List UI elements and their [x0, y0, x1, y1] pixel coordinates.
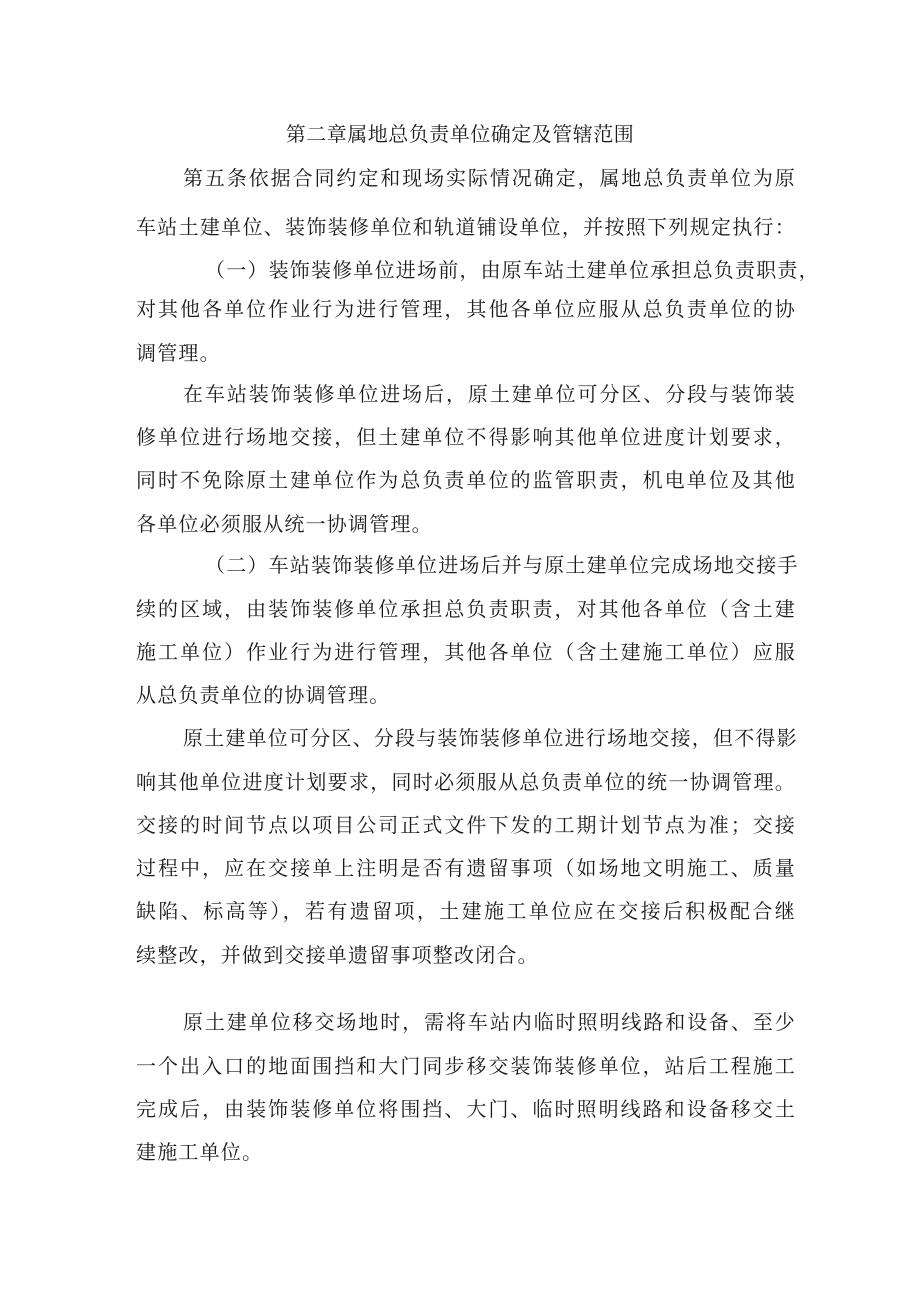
paragraph-line: 响其他单位进度计划要求，同时必须服从总负责单位的统一协调管理。 — [136, 770, 796, 794]
paragraph-line: 完成后，由装饰装修单位将围挡、大门、临时照明线路和设备移交土 — [136, 1097, 796, 1121]
paragraph-line: 续的区域，由装饰装修单位承担总负责职责，对其他各单位（含土建 — [136, 597, 796, 621]
paragraph-line: 从总负责单位的协调管理。 — [136, 683, 391, 707]
paragraph-line: （二）车站装饰装修单位进场后并与原土建单位完成场地交接手 — [205, 553, 799, 577]
paragraph-line: 一个出入口的地面围挡和大门同步移交装饰装修单位，站后工程施工 — [136, 1054, 796, 1078]
paragraph-line: 建施工单位。 — [136, 1140, 264, 1164]
chapter-title: 第二章属地总负责单位确定及管辖范围 — [285, 122, 635, 146]
paragraph-line: 车站土建单位、装饰装修单位和轨道铺设单位，并按照下列规定执行： — [136, 215, 796, 239]
paragraph-line: 调管理。 — [136, 341, 221, 365]
paragraph-line: 在车站装饰装修单位进场后，原土建单位可分区、分段与装饰装 — [183, 382, 796, 406]
paragraph-line: 原土建单位移交场地时，需将车站内临时照明线路和设备、至少 — [183, 1010, 796, 1034]
paragraph-line: 交接的时间节点以项目公司正式文件下发的工期计划节点为准；交接 — [136, 813, 796, 837]
paragraph-line: 缺陷、标高等），若有遗留项，土建施工单位应在交接后积极配合继 — [136, 899, 796, 923]
paragraph-line: 同时不免除原土建单位作为总负责单位的监管职责，机电单位及其他 — [136, 468, 796, 492]
paragraph-line: 第五条依据合同约定和现场实际情况确定，属地总负责单位为原 — [183, 166, 796, 190]
paragraph-line: 续整改，并做到交接单遗留事项整改闭合。 — [136, 943, 539, 967]
paragraph-line: 施工单位）作业行为进行管理，其他各单位（含土建施工单位）应服 — [136, 640, 796, 664]
paragraph-line: 修单位进行场地交接，但土建单位不得影响其他单位进度计划要求， — [136, 425, 796, 449]
paragraph-line: 原土建单位可分区、分段与装饰装修单位进行场地交接，但不得影 — [183, 726, 798, 750]
paragraph-line: 各单位必须服从统一协调管理。 — [136, 512, 433, 536]
paragraph-line: 过程中，应在交接单上注明是否有遗留事项（如场地文明施工、质量 — [136, 856, 796, 880]
paragraph-line: （一）装饰装修单位进场前，由原车站土建单位承担总负责职责， — [205, 258, 820, 282]
paragraph-line: 对其他各单位作业行为进行管理，其他各单位应服从总负责单位的协 — [136, 297, 796, 321]
